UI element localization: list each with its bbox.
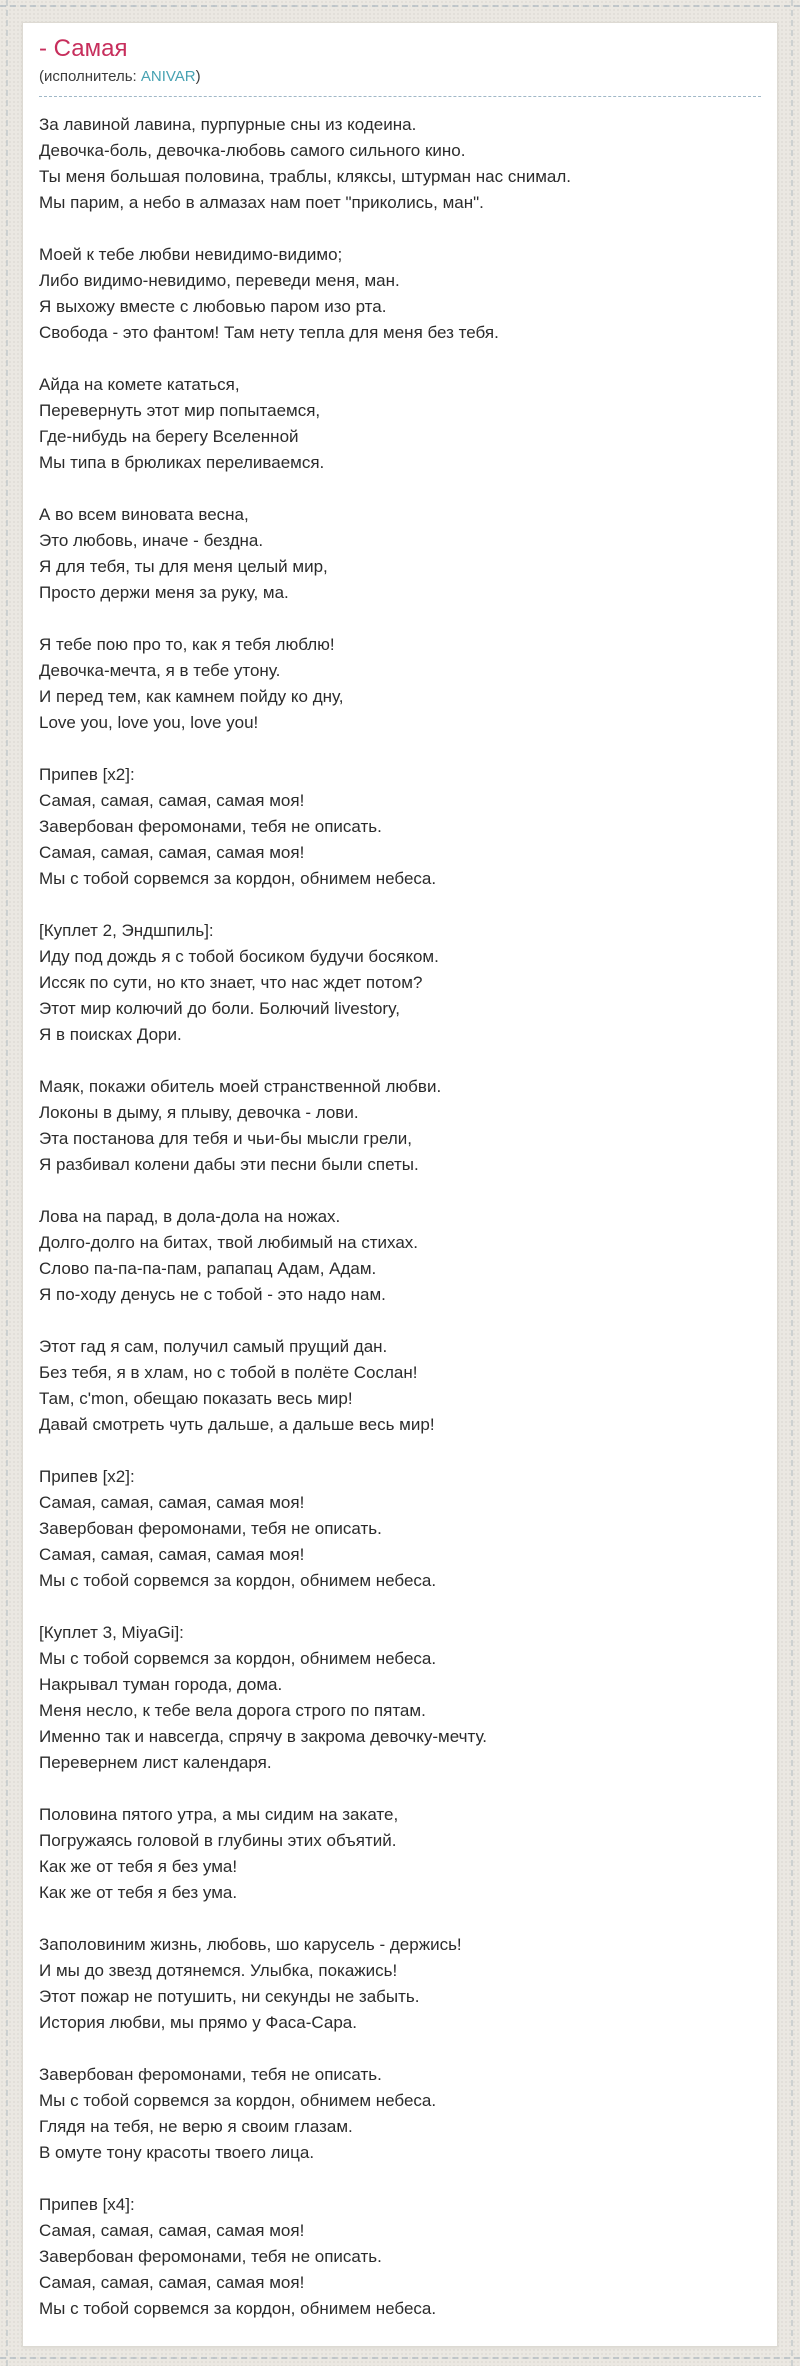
lyrics-line: Девочка-боль, девочка-любовь самого сильного кино. <box>39 141 466 160</box>
lyrics-line: [Куплет 2, Эндшпиль]: <box>39 921 214 940</box>
artist-link[interactable]: ANIVAR <box>140 68 196 85</box>
lyrics-line: Мы типа в брюликах переливаемся. <box>39 453 325 472</box>
lyrics-line: Либо видимо-невидимо, переведи меня, ман. <box>39 271 400 290</box>
artist-label-prefix: (исполнитель: <box>39 68 141 85</box>
lyrics-line: Мы с тобой сорвемся за кордон, обнимем небеса. <box>39 1649 437 1668</box>
lyrics-line: Долго-долго на битах, твой любимый на стихах. <box>39 1233 419 1252</box>
lyrics-line: Завербован феромонами, тебя не описать. <box>39 2065 382 2084</box>
lyrics-line: Накрывал туман города, дома. <box>39 1675 283 1694</box>
lyrics-line: А во всем виновата весна, <box>39 505 249 524</box>
lyrics-line: В омуте тону красоты твоего лица. <box>39 2143 315 2162</box>
lyrics-line: Без тебя, я в хлам, но с тобой в полёте Сослан! <box>39 1363 418 1382</box>
artist-line <box>39 67 761 87</box>
lyrics-line: Самая, самая, самая, самая моя! <box>39 843 305 862</box>
lyrics-line: Там, c'mon, обещаю показать весь мир! <box>39 1389 353 1408</box>
lyrics-line: Самая, самая, самая, самая моя! <box>39 1545 305 1564</box>
stitched-border-right <box>791 0 793 2366</box>
lyrics-line: Как же от тебя я без ума! <box>39 1857 238 1876</box>
lyrics-line: Меня несло, к тебе вела дорога строго по пятам. <box>39 1701 426 1720</box>
lyrics-line: Мы с тобой сорвемся за кордон, обнимем небеса. <box>39 869 437 888</box>
lyrics-line: Завербован феромонами, тебя не описать. <box>39 2247 382 2266</box>
lyrics-line: Я выхожу вместе с любовью паром изо рта. <box>39 297 387 316</box>
lyrics-line: Самая, самая, самая, самая моя! <box>39 1493 305 1512</box>
lyrics-line: Перевернем лист календаря. <box>39 1753 272 1772</box>
lyrics-line: Девочка-мечта, я в тебе утону. <box>39 661 281 680</box>
lyrics-line: Половина пятого утра, а мы сидим на закате, <box>39 1805 399 1824</box>
stanza <box>39 502 761 606</box>
stanza <box>39 1932 761 2036</box>
stanza <box>39 1464 761 1594</box>
lyrics-line: История любви, мы прямо у Фаса-Сара. <box>39 2013 357 2032</box>
stanza <box>39 1334 761 1438</box>
lyrics-line: Просто держи меня за руку, ма. <box>39 583 289 602</box>
lyrics-line: Погружаясь головой в глубины этих объятий. <box>39 1831 397 1850</box>
lyrics-line: Я по-ходу денусь не с тобой - это надо нам. <box>39 1285 386 1304</box>
stanza <box>39 1620 761 1776</box>
stitched-border-top <box>0 5 800 7</box>
stanza <box>39 762 761 892</box>
lyrics-line: Самая, самая, самая, самая моя! <box>39 2221 305 2240</box>
lyrics-line: Завербован феромонами, тебя не описать. <box>39 1519 382 1538</box>
lyrics-line: Мы с тобой сорвемся за кордон, обнимем небеса. <box>39 2299 437 2318</box>
stitched-border-bottom <box>0 2357 800 2359</box>
lyrics-line: За лавиной лавина, пурпурные сны из кодеина. <box>39 115 417 134</box>
lyrics-line: Перевернуть этот мир попытаемся, <box>39 401 321 420</box>
lyrics-line: И перед тем, как камнем пойду ко дну, <box>39 687 344 706</box>
lyrics-line: Иду под дождь я с тобой босиком будучи босяком. <box>39 947 439 966</box>
lyrics-line: Завербован феромонами, тебя не описать. <box>39 817 382 836</box>
lyrics-line: [Куплет 3, MiyaGi]: <box>39 1623 184 1642</box>
stanza <box>39 1074 761 1178</box>
stanza <box>39 1802 761 1906</box>
stanza <box>39 372 761 476</box>
lyrics-card <box>22 22 778 2347</box>
stanza <box>39 242 761 346</box>
stanza <box>39 112 761 216</box>
stanza <box>39 1204 761 1308</box>
lyrics-line: Это любовь, иначе - бездна. <box>39 531 264 550</box>
lyrics-line: Свобода - это фантом! Там нету тепла для меня без тебя. <box>39 323 499 342</box>
lyrics-line: Мы с тобой сорвемся за кордон, обнимем небеса. <box>39 1571 437 1590</box>
lyrics-line: И мы до звезд дотянемся. Улыбка, покажись! <box>39 1961 398 1980</box>
lyrics-line: Давай смотреть чуть дальше, а дальше весь мир! <box>39 1415 435 1434</box>
lyrics-line: Моей к тебе любви невидимо-видимо; <box>39 245 343 264</box>
lyrics-line: Именно так и навсегда, спрячу в закрома девочку-мечту. <box>39 1727 487 1746</box>
lyrics-line: Припев [x2]: <box>39 765 135 784</box>
stanza <box>39 2192 761 2322</box>
lyrics-line: Заполовиним жизнь, любовь, шо карусель - держись! <box>39 1935 462 1954</box>
lyrics-line: Иссяк по сути, но кто знает, что нас ждет потом? <box>39 973 423 992</box>
lyrics-line: Самая, самая, самая, самая моя! <box>39 2273 305 2292</box>
stanza <box>39 2062 761 2166</box>
lyrics-line: Самая, самая, самая, самая моя! <box>39 791 305 810</box>
stitched-border-left <box>6 0 8 2366</box>
lyrics-line: Локоны в дыму, я плыву, девочка - лови. <box>39 1103 359 1122</box>
lyrics-line: Этот пожар не потушить, ни секунды не забыть. <box>39 1987 420 2006</box>
lyrics-line: Эта постанова для тебя и чьи-бы мысли грели, <box>39 1129 412 1148</box>
lyrics-line: Маяк, покажи обитель моей странственной любви. <box>39 1077 442 1096</box>
lyrics-line: Мы парим, а небо в алмазах нам поет "приколись, ман". <box>39 193 484 212</box>
lyrics-line: Я для тебя, ты для меня целый мир, <box>39 557 328 576</box>
lyrics-line: Этот гад я сам, получил самый прущий дан. <box>39 1337 388 1356</box>
lyrics-line: Слово па-па-па-пам, рапапац Адам, Адам. <box>39 1259 377 1278</box>
lyrics-line: Мы с тобой сорвемся за кордон, обнимем небеса. <box>39 2091 437 2110</box>
lyrics-line: Лова на парад, в дола-дола на ножах. <box>39 1207 341 1226</box>
lyrics-line: Я в поисках Дори. <box>39 1025 182 1044</box>
lyrics-line: Где-нибудь на берегу Вселенной <box>39 427 299 446</box>
lyrics-line: Этот мир колючий до боли. Болючий livestory, <box>39 999 401 1018</box>
lyrics-line: Love you, love you, love you! <box>39 713 259 732</box>
song-title: - Самая <box>39 35 128 62</box>
lyrics-line: Я разбивал колени дабы эти песни были спеты. <box>39 1155 419 1174</box>
lyrics-line: Я тебе пою про то, как я тебя люблю! <box>39 635 335 654</box>
artist-label-suffix: ) <box>195 68 201 85</box>
lyrics-line: Глядя на тебя, не верю я своим глазам. <box>39 2117 353 2136</box>
lyrics-line: Припев [x2]: <box>39 1467 135 1486</box>
song-header <box>39 33 761 97</box>
lyrics-line: Айда на комете кататься, <box>39 375 240 394</box>
lyrics-line: Припев [x4]: <box>39 2195 135 2214</box>
lyrics-text <box>39 112 761 2322</box>
lyrics-line: Ты меня большая половина, траблы, кляксы, штурман нас снимал. <box>39 167 571 186</box>
lyrics-line: Как же от тебя я без ума. <box>39 1883 238 1902</box>
stanza <box>39 632 761 736</box>
stanza <box>39 918 761 1048</box>
